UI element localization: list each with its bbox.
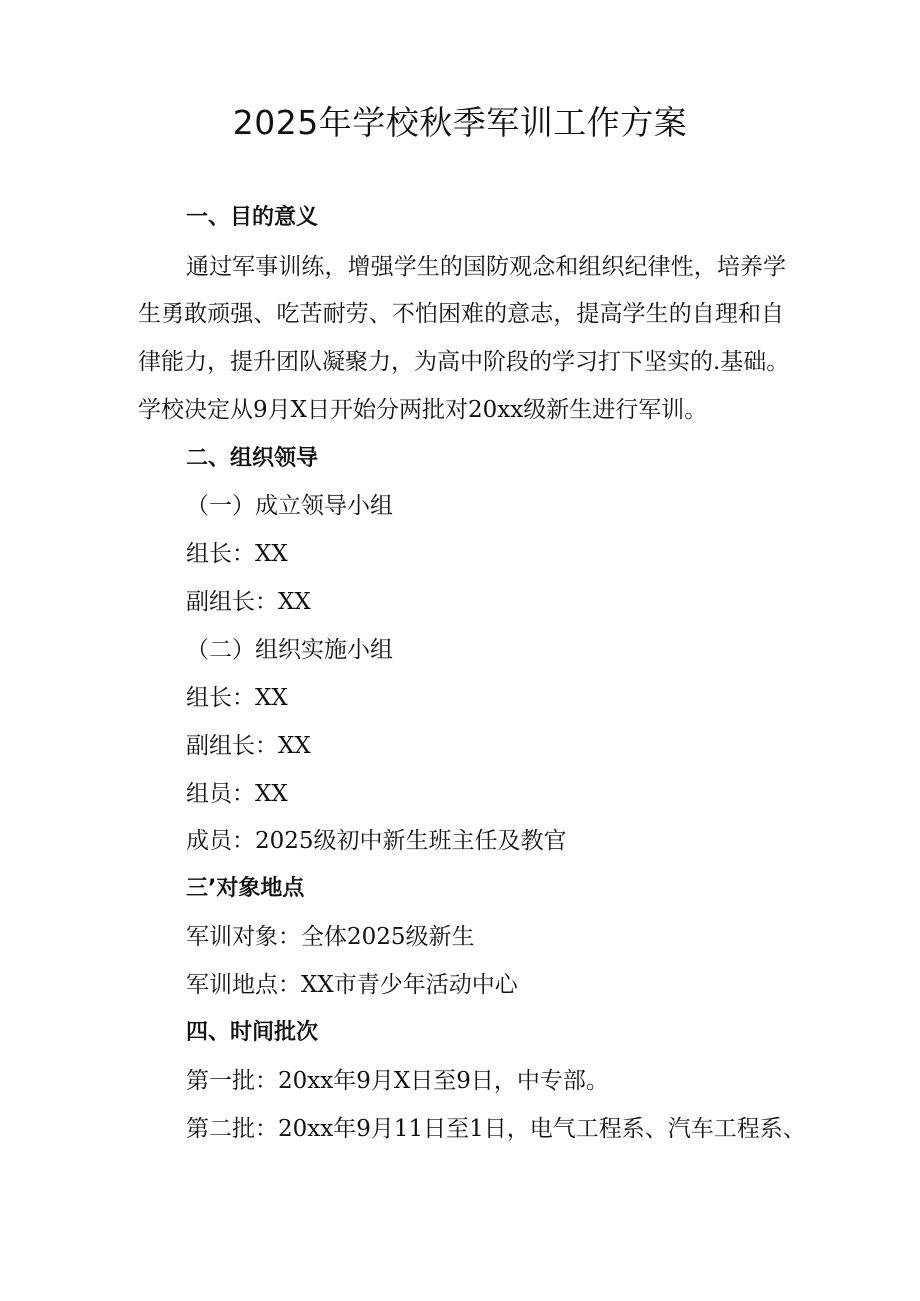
implementation-staff: 成员：2025级初中新生班主任及教官 <box>186 828 567 854</box>
purpose-paragraph-line-1: 通过军事训练，增强学生的国防观念和组织纪律性，培养学 <box>186 254 786 280</box>
purpose-paragraph-line-3: 律能力，提升团队凝聚力，为高中阶段的学习打下坚实的.基础。 <box>138 349 790 375</box>
training-target: 军训对象：全体2025级新生 <box>186 924 475 950</box>
implementation-member: 组员：XX <box>186 781 288 807</box>
section-heading-organization: 二、组织领导 <box>186 446 319 471</box>
training-location: 军训地点：XX市青少年活动中心 <box>186 972 518 998</box>
batch-second: 第二批：20xx年9月11日至1日，电气工程系、汽车工程系、 <box>186 1116 806 1142</box>
leadership-leader: 组长：XX <box>186 541 288 567</box>
section-heading-purpose: 一、目的意义 <box>186 205 319 230</box>
purpose-paragraph-line-4: 学校决定从9月X日开始分两批对20xx级新生进行军训。 <box>138 397 708 423</box>
section-heading-target-location: 三’对象地点 <box>186 876 305 901</box>
leadership-vice-leader: 副组长：XX <box>186 589 311 615</box>
batch-first: 第一批：20xx年9月X日至9日，中专部。 <box>186 1068 609 1094</box>
implementation-leader: 组长：XX <box>186 685 288 711</box>
section-heading-schedule: 四、时间批次 <box>186 1020 319 1045</box>
subsection-leadership-group: （一）成立领导小组 <box>186 493 393 519</box>
subsection-implementation-group: （二）组织实施小组 <box>186 637 393 663</box>
purpose-paragraph-line-2: 生勇敢顽强、吃苦耐劳、不怕困难的意志，提高学生的自理和自 <box>138 301 784 327</box>
document-title: 2025年学校秋季军训工作方案 <box>232 103 688 142</box>
implementation-vice-leader: 副组长：XX <box>186 733 311 759</box>
